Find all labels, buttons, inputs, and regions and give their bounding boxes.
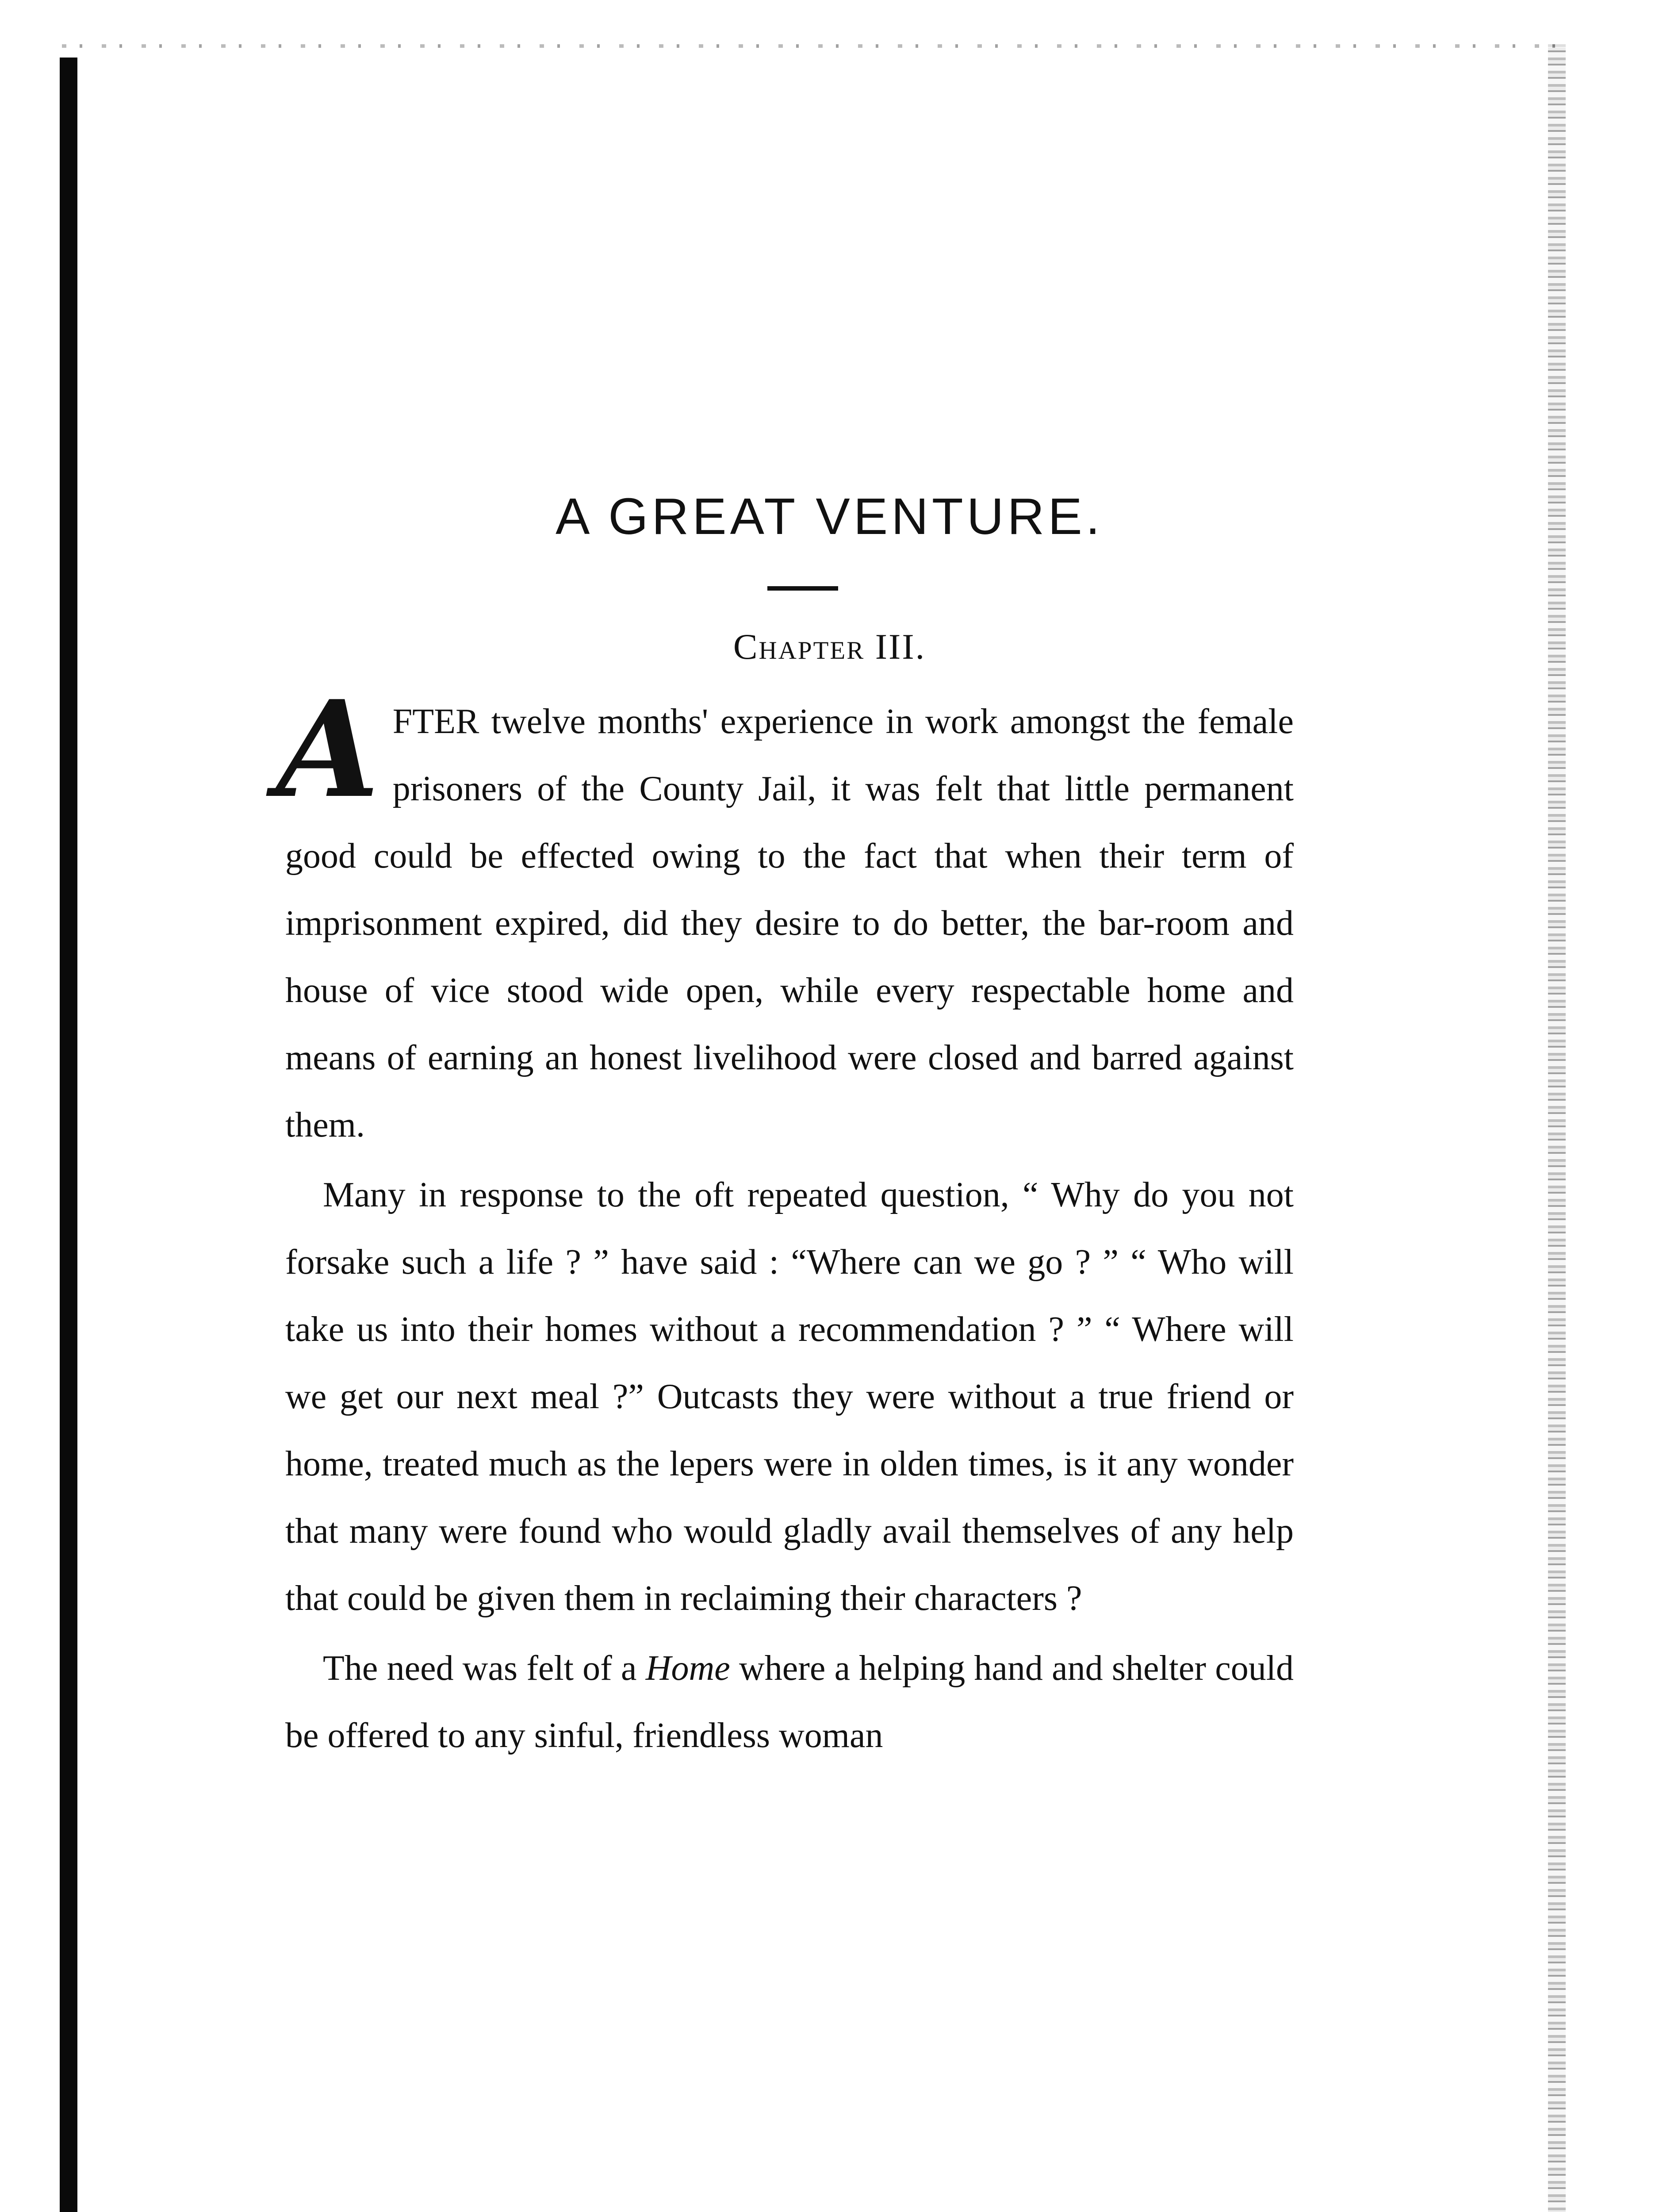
page-edge-top bbox=[62, 44, 1566, 48]
paragraph-3 bbox=[285, 1635, 1294, 1769]
paragraph-3-end: where a helping hand and shelter could be offered to any sinful, friendless woman bbox=[285, 1649, 1294, 1755]
title-rule bbox=[767, 586, 838, 591]
drop-cap: A bbox=[276, 671, 379, 827]
paragraph-1-text: twelve months' experience in work amongst the female prisoners of the County Jail, it was felt that little permanent good could be effected owing to the fact that when their term of imprisonment expired, did they desire to do better, the bar-room and house of vice stood wide open, while every respectable home and means of earning an honest livelihood were closed and barred against them. bbox=[285, 702, 1294, 1144]
chapter-heading bbox=[0, 626, 1659, 668]
page-title: A GREAT VENTURE. bbox=[556, 488, 1103, 545]
binding-edge bbox=[60, 58, 77, 2212]
paragraph-2: Many in response to the oft repeated question, “ Why do you not forsake such a life ? ” have said : “Where can we go ? ” “ Who will take us into their homes without a recommendation ? ” “ Where will we get our next meal ?” Outcasts they were without a true friend or home, treated much as the lepers were in olden times, is it any wonder that many were found who would gladly avail themselves of any help that could be given them in reclaiming their characters ? bbox=[285, 1175, 1294, 1618]
chapter-number: III. bbox=[875, 626, 926, 667]
body-text bbox=[276, 671, 1294, 1769]
page-edge-right bbox=[1548, 44, 1566, 2212]
paragraph-1 bbox=[276, 671, 1294, 1159]
first-word: FTER bbox=[392, 702, 479, 741]
chapter-label: Chapter bbox=[733, 626, 865, 667]
paragraph-3-start: The need was felt of a bbox=[323, 1649, 646, 1688]
home-word: Home bbox=[645, 1649, 730, 1688]
